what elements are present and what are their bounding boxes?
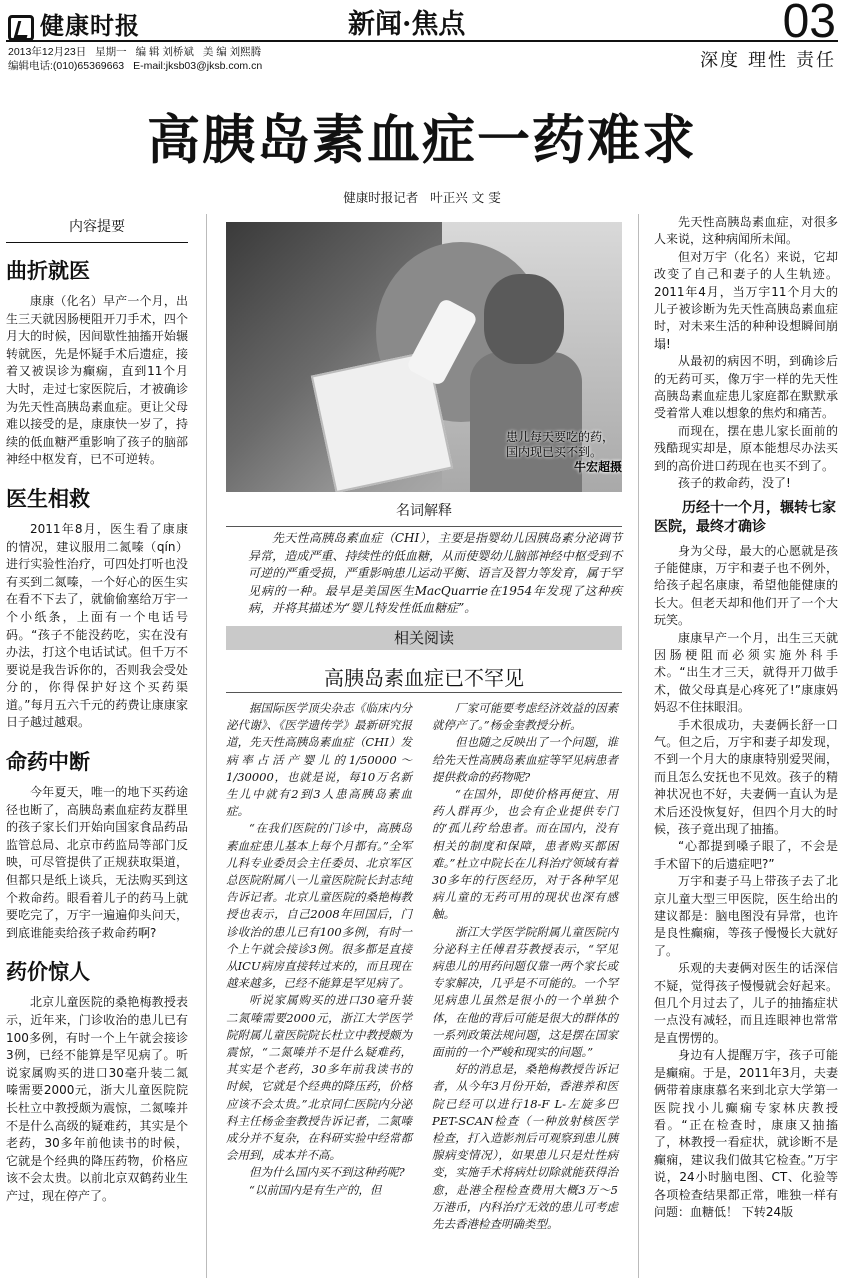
related-paragraph: 但为什么国内买不到这种药呢? [249,1165,405,1180]
summary-paragraph: 康康（化名）早产一个月，出生三天就因肠梗阻开刀手术，四个月大的时候，因间歇性抽搐开始辗转就医，先是怀疑手术后遗症，接着又被误诊为癫痫，直到11个月大时，走过七家医院后，才被确诊为先天性高胰岛素血症。更让父母难以接受的是，康康快一岁了，持续的低血糖严重影响了孩子的脑部神经中枢发育，已不可逆转。 [6,294,188,467]
byline [0,188,844,206]
related-column-1 [226,700,412,1199]
article-paragraph: 身边有人提醒万宇，孩子可能是癫痫。于是，2011年3月，夫妻俩带着康康慕名来到北京大学第一医院找小儿癫痫专家林庆教授看。“正在检查时，康康又抽搐了，林教授一看症状，就诊断不是癫痫，建议我们做其它检查。”万宇说，24小时脑电图、CT、化验等各项检查结果都正常，唯独一样有问题：血糖低！ 下转24版 [654,1048,838,1219]
article-paragraph: 手术很成功，夫妻俩长舒一口气。但之后，万宇和妻子却发现，不到一个月大的康康特别爱哭闹，而且怎么安抚也不见效。孩子的精神状况也不好，夫妻俩一直认为是术后还没恢复好，但四个月大的时候，孩子竟出现了抽搐。 [654,717,838,836]
related-reading-title: 高胰岛素血症已不罕见 [324,666,524,690]
related-column-2 [432,700,618,1233]
slogan-word: 责任 [796,50,836,70]
photo-caption [506,430,622,475]
newspaper-logo [8,6,140,41]
slogan-word: 深度 [700,50,740,70]
editor-phone: 编辑电话:(010)65369663 [8,60,125,72]
related-paragraph: 浙江大学医学院附属儿童医院内分泌科主任傅君芬教授表示，“罕见病患儿的用药问题仅靠一两个家长或专家解决，几乎是不可能的。一个罕见病患儿虽然是很小的一个单独个体，在他的背后可能是很大的群体的一系列政策法规问题，这是摆在国家面前的一个严峻和现实的问题。” [432,924,618,1060]
slogan-word: 理性 [748,50,788,70]
article-paragraph: 身为父母，最大的心愿就是孩子能健康，万宇和妻子也不例外，给孩子起名康康，希望他能健康的长大。但老天却和他们开了一个大玩笑。 [654,543,838,628]
byline-names: 叶正兴 文 雯 [430,190,501,205]
related-paragraph: “在国外，即使价格再便宜、用药人群再少，也会有企业提供专门的‘孤儿药’给患者。而在国内，没有相关的制度和保障，患者购买都困难。”杜立中院长在儿科治疗领域有着30多年的行医经历，对于各种罕见病儿童的无药可用的现状也深有感触。 [432,787,618,922]
column-divider [206,214,207,1278]
byline-reporter: 健康时报记者 [343,190,419,205]
article-paragraph: 康康早产一个月，出生三天就因肠梗阻而必须实施外科手术。“出生才三天，就得开刀做手术，做父母真是心疼死了!”康康妈妈忍不住抹眼泪。 [654,630,838,715]
summary-subhead: 命药中断 [6,749,90,775]
edition-info [8,45,268,73]
photo-caption-text: 患儿每天要吃的药，国内现已买不到。 [506,430,615,459]
related-paragraph: “在我们医院的门诊中，高胰岛素血症患儿基本上每个月都有。”全军儿科专业委员会主任委员、北京军区总医院附属八一儿童医院院长封志纯告诉记者。北京儿童医院的桑艳梅教授也表示，自己2008年回国后，门诊收治的患儿已有100多例，有时一个上午就会接诊3例。很多都是直接从ICU病房直接转过来的，而且现在越来越多，已经不能算是罕见病了。 [226,821,412,991]
photo-credit: 牛宏超摄 [573,460,622,474]
summary-box-title: 内容提要 [6,216,188,243]
edition-weekday: 星期一 [95,46,127,58]
related-paragraph: 厂家可能要考虑经济效益的因素就停产了。”杨金奎教授分析。 [432,701,618,733]
photo-child-head [484,274,564,364]
article-paragraph: 先天性高胰岛素血症，对很多人来说，这种病闻所未闻。 [654,215,838,247]
glossary-title: 名词解释 [226,500,622,527]
related-paragraph: 听说家属购买的进口30毫升装二氮嗪需要2000元，浙江大学医学院附属儿童医院院长杜立中教授颇为震惊，“二氮嗪并不是什么疑难药，其实是个老药，30多年前我读书的时候，它就是个经典的降压药，价格应该不会太贵。”北京同仁医院内分泌科主任杨金奎教授告诉记者，二氮嗪成分并不复杂，在科研实验中经常都会用到，成本并不高。 [226,993,412,1163]
header-rule [6,40,838,42]
related-paragraph: “以前国内是有生产的，但 [249,1182,382,1197]
summary-paragraph: 北京儿童医院的桑艳梅教授表示，近年来，门诊收治的患儿已有100多例，有时一个上午就会接诊3例，已经不能算是罕见病了。听说家属购买的进口30毫升装二氮嗪需要2000元，浙大儿童医院院长杜立中教授颇为震惊，二氮嗪并不是什么高级的疑难药，其实是个老药，30多年前他读书的时候，它就是个经典的降压药物，价格应该不会太贵。以前北京双鹤药业生产过，现在停产了。 [6,995,188,1203]
edition-date: 2013年12月23日 [8,46,87,58]
logo-icon [8,15,34,41]
article-subhead: 历经十一个月，辗转七家医院，最终才确诊 [654,499,836,535]
editor-email[interactable]: E-mail:jksb03@jksb.com.cn [133,60,263,72]
related-paragraph: 好的消息是，桑艳梅教授告诉记者，从今年3月份开始，香港养和医院已经可以进行18-F L-左旋多巴PET-SCAN检查（一种放射核医学检查，打入造影剂后可观察到患儿胰腺病变情况），如果患儿只是灶性病变，实施手术将病灶切除就能获得治愈，赴港全程检查费用大概3万～5万港币，内科治疗无效的患儿可考虑先去香港检查明确类型。 [432,1062,618,1232]
article-paragraph: “心都提到嗓子眼了，不会是手术留下的后遗症吧?” [654,839,838,871]
article-paragraph: 万宇和妻子马上带孩子去了北京儿童大型三甲医院，医生给出的建议都是：脑电图没有异常，也许是良性癫痫，等孩子慢慢长大就好了。 [654,874,838,958]
logo-text: 健康时报 [40,11,140,40]
summary-subhead: 曲折就医 [6,258,90,283]
article-paragraph: 而现在，摆在患儿家长面前的残酷现实却是，原本能想尽办法买到的高价进口药现在也买不到了。 [654,423,838,473]
main-article-column [654,214,838,1221]
column-divider [638,214,639,1278]
article-paragraph: 但对万宇（化名）来说，它却改变了自己和妻子的人生轨迹。2011年4月，当万宇11个月大的儿子被诊断为先天性高胰岛素血症时，对未来生活的种种设想瞬间崩塌! [654,249,838,351]
related-paragraph: 据国际医学顶尖杂志《临床内分泌代谢》、《医学遗传学》最新研究报道，先天性高胰岛素血症（CHI）发病率占活产婴儿的1/50000～1/30000，也就是说，每10万名新生儿中就有2到3人患高胰岛素血症。 [226,701,412,819]
summary-subhead: 医生相救 [6,485,90,511]
article-headline: 高胰岛素血症一药难求 [147,109,697,171]
article-paragraph: 孩子的救命药，没了! [678,476,791,491]
slogan [692,46,836,72]
summary-paragraph: 2011年8月，医生看了康康的情况，建议服用二氮嗪（qín）进行实验性治疗，可四处打听也没有买到二氮嗪，一个好心的医生实在看不下去了，就偷偷塞给万宇一个小纸条，上面有一个电话号码。“孩子不能没药吃，实在没有办法，打这个电话试试。但千万不要说是我告诉你的，否则我会受处分的，你得保护好这个买药渠道。”每月五六千元的药费让康康家日子越过越艰。 [6,521,188,730]
designer-credit: 美 编 刘熙腾 [202,46,262,58]
article-paragraph: 乐观的夫妻俩对医生的话深信不疑，觉得孩子慢慢就会好起来。但几个月过去了，儿子的抽搐症状一点没有减轻，而且连眼神也常常是直愣愣的。 [654,961,838,1045]
editor-credit: 编 辑 刘桥斌 [135,46,194,58]
summary-subhead: 药价惊人 [6,959,90,985]
summary-paragraph: 今年夏天，唯一的地下买药途径也断了，高胰岛素血症药友群里的孩子家长们开始向国家食品药品监管总局、北京市药监局等部门反映，可尽管提供了正规获取渠道，但都只是纸上谈兵，无法购买到这个救命药。眼看着儿子的药马上就要吃完了，万宇一遍遍仰头问天，到底谁能卖给孩子救命药啊? [6,785,188,940]
glossary-text: 先天性高胰岛素血症（CHI），主要是指婴幼儿因胰岛素分泌调节异常，造成严重、持续性的低血糖，从而使婴幼儿脑部神经中枢受到不可逆的严重受损，严重影响患儿运动平衡、语言及智力等发育，属于罕见病的一种。最早是美国医生MacQuarrie在1954年发现了这种疾病，并将其描述为“婴儿特发性低血糖症”。 [248,531,622,615]
related-divider [226,692,622,693]
masthead [0,0,844,74]
section-title: 新闻·焦点 [348,9,466,40]
summary-column [6,216,188,1206]
article-paragraph: 从最初的病因不明，到确诊后的无药可买，像万宇一样的先天性高胰岛素血症患儿家庭都在默默承受着常人难以想象的焦灼和痛苦。 [654,354,838,421]
page-number: 03 [782,0,836,48]
related-reading-label: 相关阅读 [226,626,622,650]
related-paragraph: 但也随之反映出了一个问题，谁给先天性高胰岛素血症等罕见病患者提供救命的药物呢? [432,735,618,784]
